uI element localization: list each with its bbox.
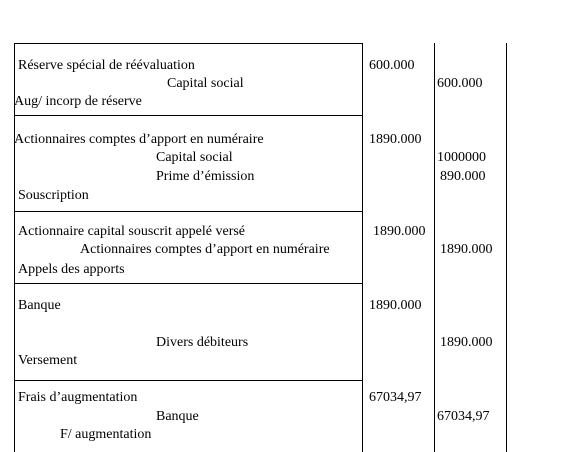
entry-3-debit-account: Actionnaire capital souscrit appelé versé [18, 224, 246, 239]
entry-2-debit-account: Actionnaires comptes d’apport en numéraire [14, 132, 264, 147]
entry-3-credit-amount: 1890.000 [440, 242, 493, 257]
credit-column-divider [434, 43, 435, 452]
entry-1-debit-account: Réserve spécial de réévaluation [18, 58, 195, 73]
entry-4-credit-amount: 1890.000 [440, 335, 493, 350]
entry-5-debit-account: Frais d’augmentation [18, 390, 138, 405]
entry-separator [14, 115, 362, 116]
entry-1-description: Aug/ incorp de réserve [14, 94, 142, 109]
top-border [14, 43, 362, 44]
entry-2-credit-account: Prime d’émission [156, 169, 255, 184]
entry-5-credit-amount: 67034,97 [437, 409, 490, 424]
entry-4-debit-account: Banque [18, 298, 61, 313]
entry-2-description: Souscription [18, 188, 89, 203]
entry-5-debit-amount: 67034,97 [369, 390, 422, 405]
entry-2-credit-amount: 1000000 [437, 150, 486, 165]
debit-column-divider [362, 43, 363, 452]
entry-1-credit-amount: 600.000 [437, 76, 483, 91]
entry-separator [14, 380, 362, 381]
entry-separator [14, 283, 362, 284]
entry-3-credit-account: Actionnaires comptes d’apport en numéraire [80, 242, 330, 257]
entry-separator [14, 211, 362, 212]
entry-1-credit-account: Capital social [167, 76, 244, 91]
entry-3-debit-amount: 1890.000 [373, 224, 426, 239]
entry-3-description: Appels des apports [18, 262, 125, 277]
entry-4-description: Versement [18, 353, 78, 368]
entry-4-debit-amount: 1890.000 [369, 298, 422, 313]
right-border [506, 43, 507, 452]
entry-5-credit-account: Banque [156, 409, 199, 424]
entry-2-debit-amount: 1890.000 [369, 132, 422, 147]
entry-4-credit-account: Divers débiteurs [156, 335, 249, 350]
entry-1-debit-amount: 600.000 [369, 58, 415, 73]
entry-2-credit-account: Capital social [156, 150, 233, 165]
entry-5-description: F/ augmentation [60, 427, 152, 442]
entry-2-credit-amount: 890.000 [440, 169, 486, 184]
